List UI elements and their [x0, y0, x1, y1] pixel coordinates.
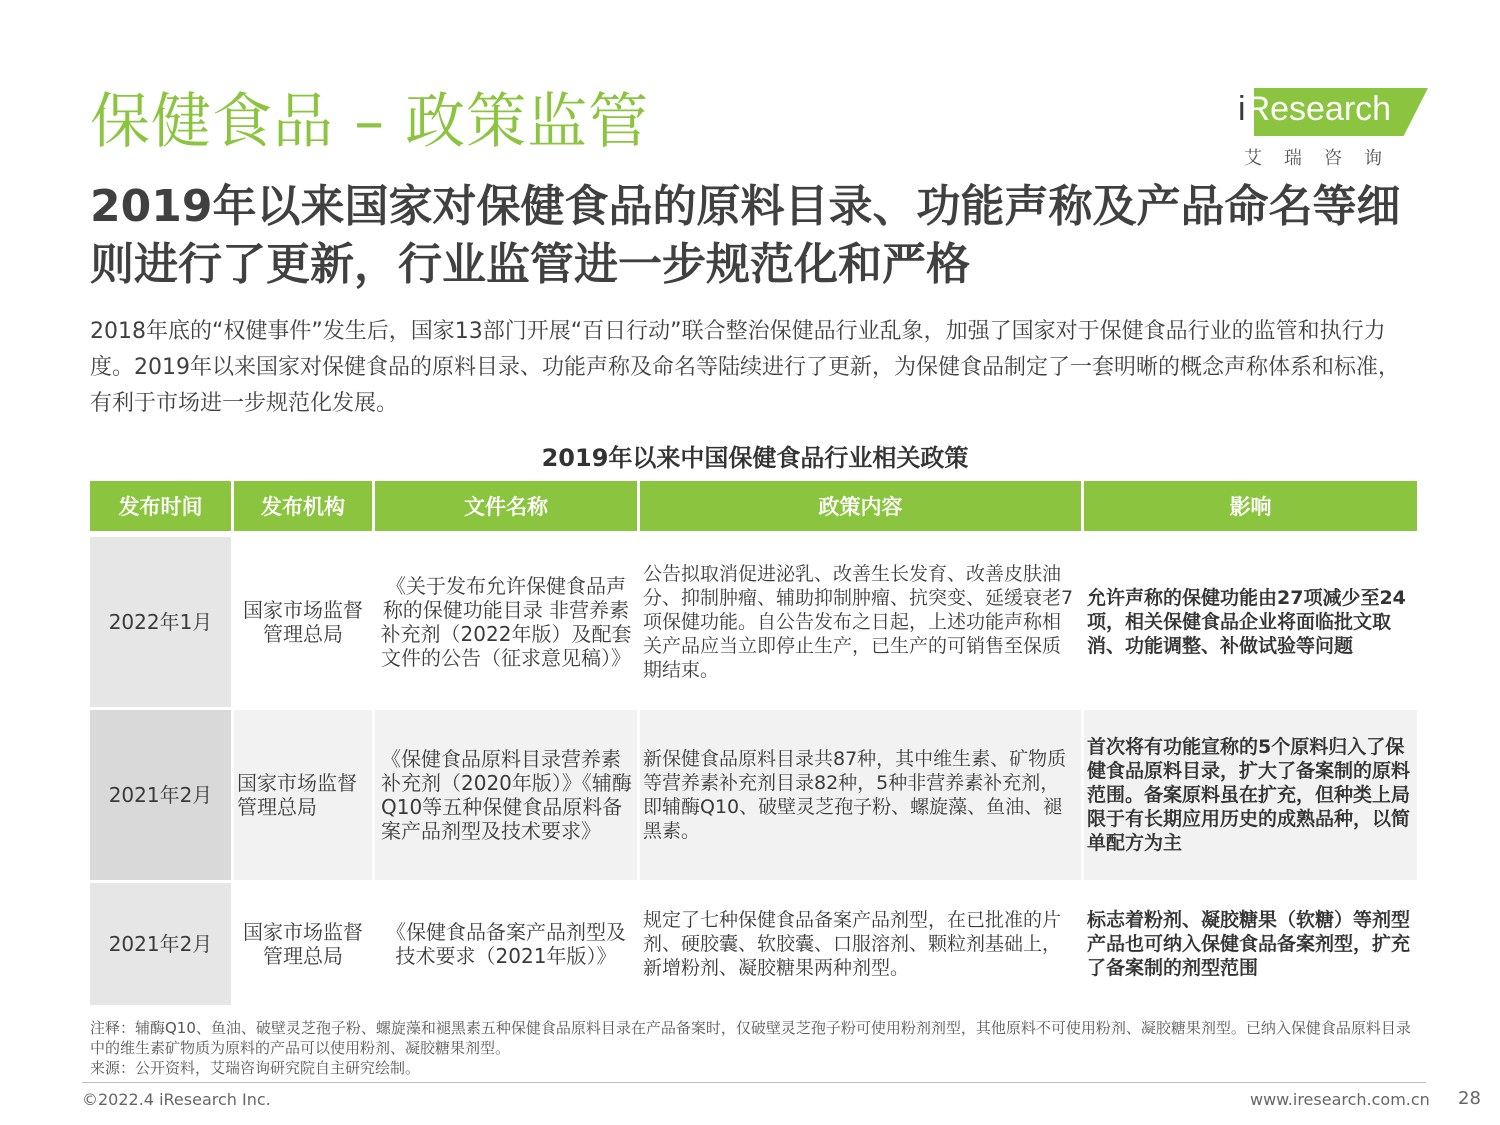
logo-research: Research [1245, 90, 1392, 128]
footnotes [90, 1018, 1420, 1078]
cell-org: 国家市场监督管理总局 [234, 883, 372, 1008]
cell-date: 2021年2月 [90, 883, 231, 1008]
header-org: 发布机构 [234, 481, 372, 537]
header-content: 政策内容 [640, 481, 1081, 537]
table-header-row [90, 481, 1417, 537]
cell-date: 2021年2月 [90, 710, 231, 883]
iresearch-logo [1238, 88, 1428, 172]
subtitle: 2019年以来国家对保健食品的原料目录、功能声称及产品命名等细则进行了更新，行业监管进一步规范化和严格 [90, 181, 1401, 290]
cell-doc: 《保健食品备案产品剂型及技术要求（2021年版）》 [375, 883, 637, 1008]
cell-content: 规定了七种保健食品备案产品剂型，在已批准的片剂、硬胶囊、软胶囊、口服溶剂、颗粒剂基础上，新增粉剂、凝胶糖果两种剂型。 [640, 883, 1081, 1008]
header-doc: 文件名称 [375, 481, 637, 537]
table-row [90, 710, 1417, 883]
cell-org: 国家市场监督管理总局 [234, 710, 372, 883]
logo-wordmark [1238, 90, 1391, 129]
note-text: 注释：辅酶Q10、鱼油、破壁灵芝孢子粉、螺旋藻和褪黑素五种保健食品原料目录在产品备案时，仅破壁灵芝孢子粉可使用粉剂剂型，其他原料不可使用粉剂、凝胶糖果剂型。已纳入保健食品原料目录中的维生素矿物质为原料的产品可以使用粉剂、凝胶糖果剂型。 [90, 1019, 1411, 1057]
website-link[interactable]: www.iresearch.com.cn [1250, 1090, 1430, 1109]
cell-effect: 允许声称的保健功能由27项减少至24项，相关保健食品企业将面临批文取消、功能调整、补做试验等问题 [1084, 537, 1417, 710]
logo-chinese: 艾瑞咨询 [1244, 148, 1404, 169]
cell-doc: 《保健食品原料目录营养素补充剂（2020年版）》《辅酶Q10等五种保健食品原料备案产品剂型及技术要求》 [375, 710, 637, 883]
source-text: 来源：公开资料，艾瑞咨询研究院自主研究绘制。 [90, 1059, 421, 1077]
cell-effect: 标志着粉剂、凝胶糖果（软糖）等剂型产品也可纳入保健食品备案剂型，扩充了备案制的剂型范围 [1084, 883, 1417, 1008]
footer-divider [82, 1082, 1426, 1083]
page-title: 保健食品 – 政策监管 [90, 87, 650, 157]
cell-content: 新保健食品原料目录共87种，其中维生素、矿物质等营养素补充剂目录82种，5种非营养素补充剂，即辅酶Q10、破壁灵芝孢子粉、螺旋藻、鱼油、褪黑素。 [640, 710, 1081, 883]
header-effect: 影响 [1084, 481, 1417, 537]
copyright: ©2022.4 iResearch Inc. [82, 1090, 271, 1109]
cell-effect: 首次将有功能宣称的5个原料归入了保健食品原料目录，扩大了备案制的原料范围。备案原料虽在扩充，但种类上局限于有长期应用历史的成熟品种，以简单配方为主 [1084, 710, 1417, 883]
table-title: 2019年以来中国保健食品行业相关政策 [541, 444, 969, 472]
intro-paragraph: 2018年底的“权健事件”发生后，国家13部门开展“百日行动”联合整治保健品行业乱象，加强了国家对于保健食品行业的监管和执行力度。2019年以来国家对保健食品的原料目录、功能声称及命名等陆续进行了更新，为保健食品制定了一套明晰的概念声称体系和标准，有利于市场进一步规范化发展。 [90, 319, 1400, 416]
cell-doc: 《关于发布允许保健食品声称的保健功能目录 非营养素补充剂（2022年版）及配套文件的公告（征求意见稿）》 [375, 537, 637, 710]
header-date: 发布时间 [90, 481, 231, 537]
logo-i: i [1238, 90, 1246, 128]
page-number: 28 [1458, 1088, 1481, 1109]
table-row [90, 537, 1417, 710]
table-row [90, 883, 1417, 1008]
cell-content: 公告拟取消促进泌乳、改善生长发育、改善皮肤油分、抑制肿瘤、辅助抑制肿瘤、抗突变、延缓衰老7项保健功能。自公告发布之日起，上述功能声称相关产品应当立即停止生产，已生产的可销售至保质期结束。 [640, 537, 1081, 710]
policy-table [87, 481, 1420, 1008]
cell-org: 国家市场监督管理总局 [234, 537, 372, 710]
cell-date: 2022年1月 [90, 537, 231, 710]
